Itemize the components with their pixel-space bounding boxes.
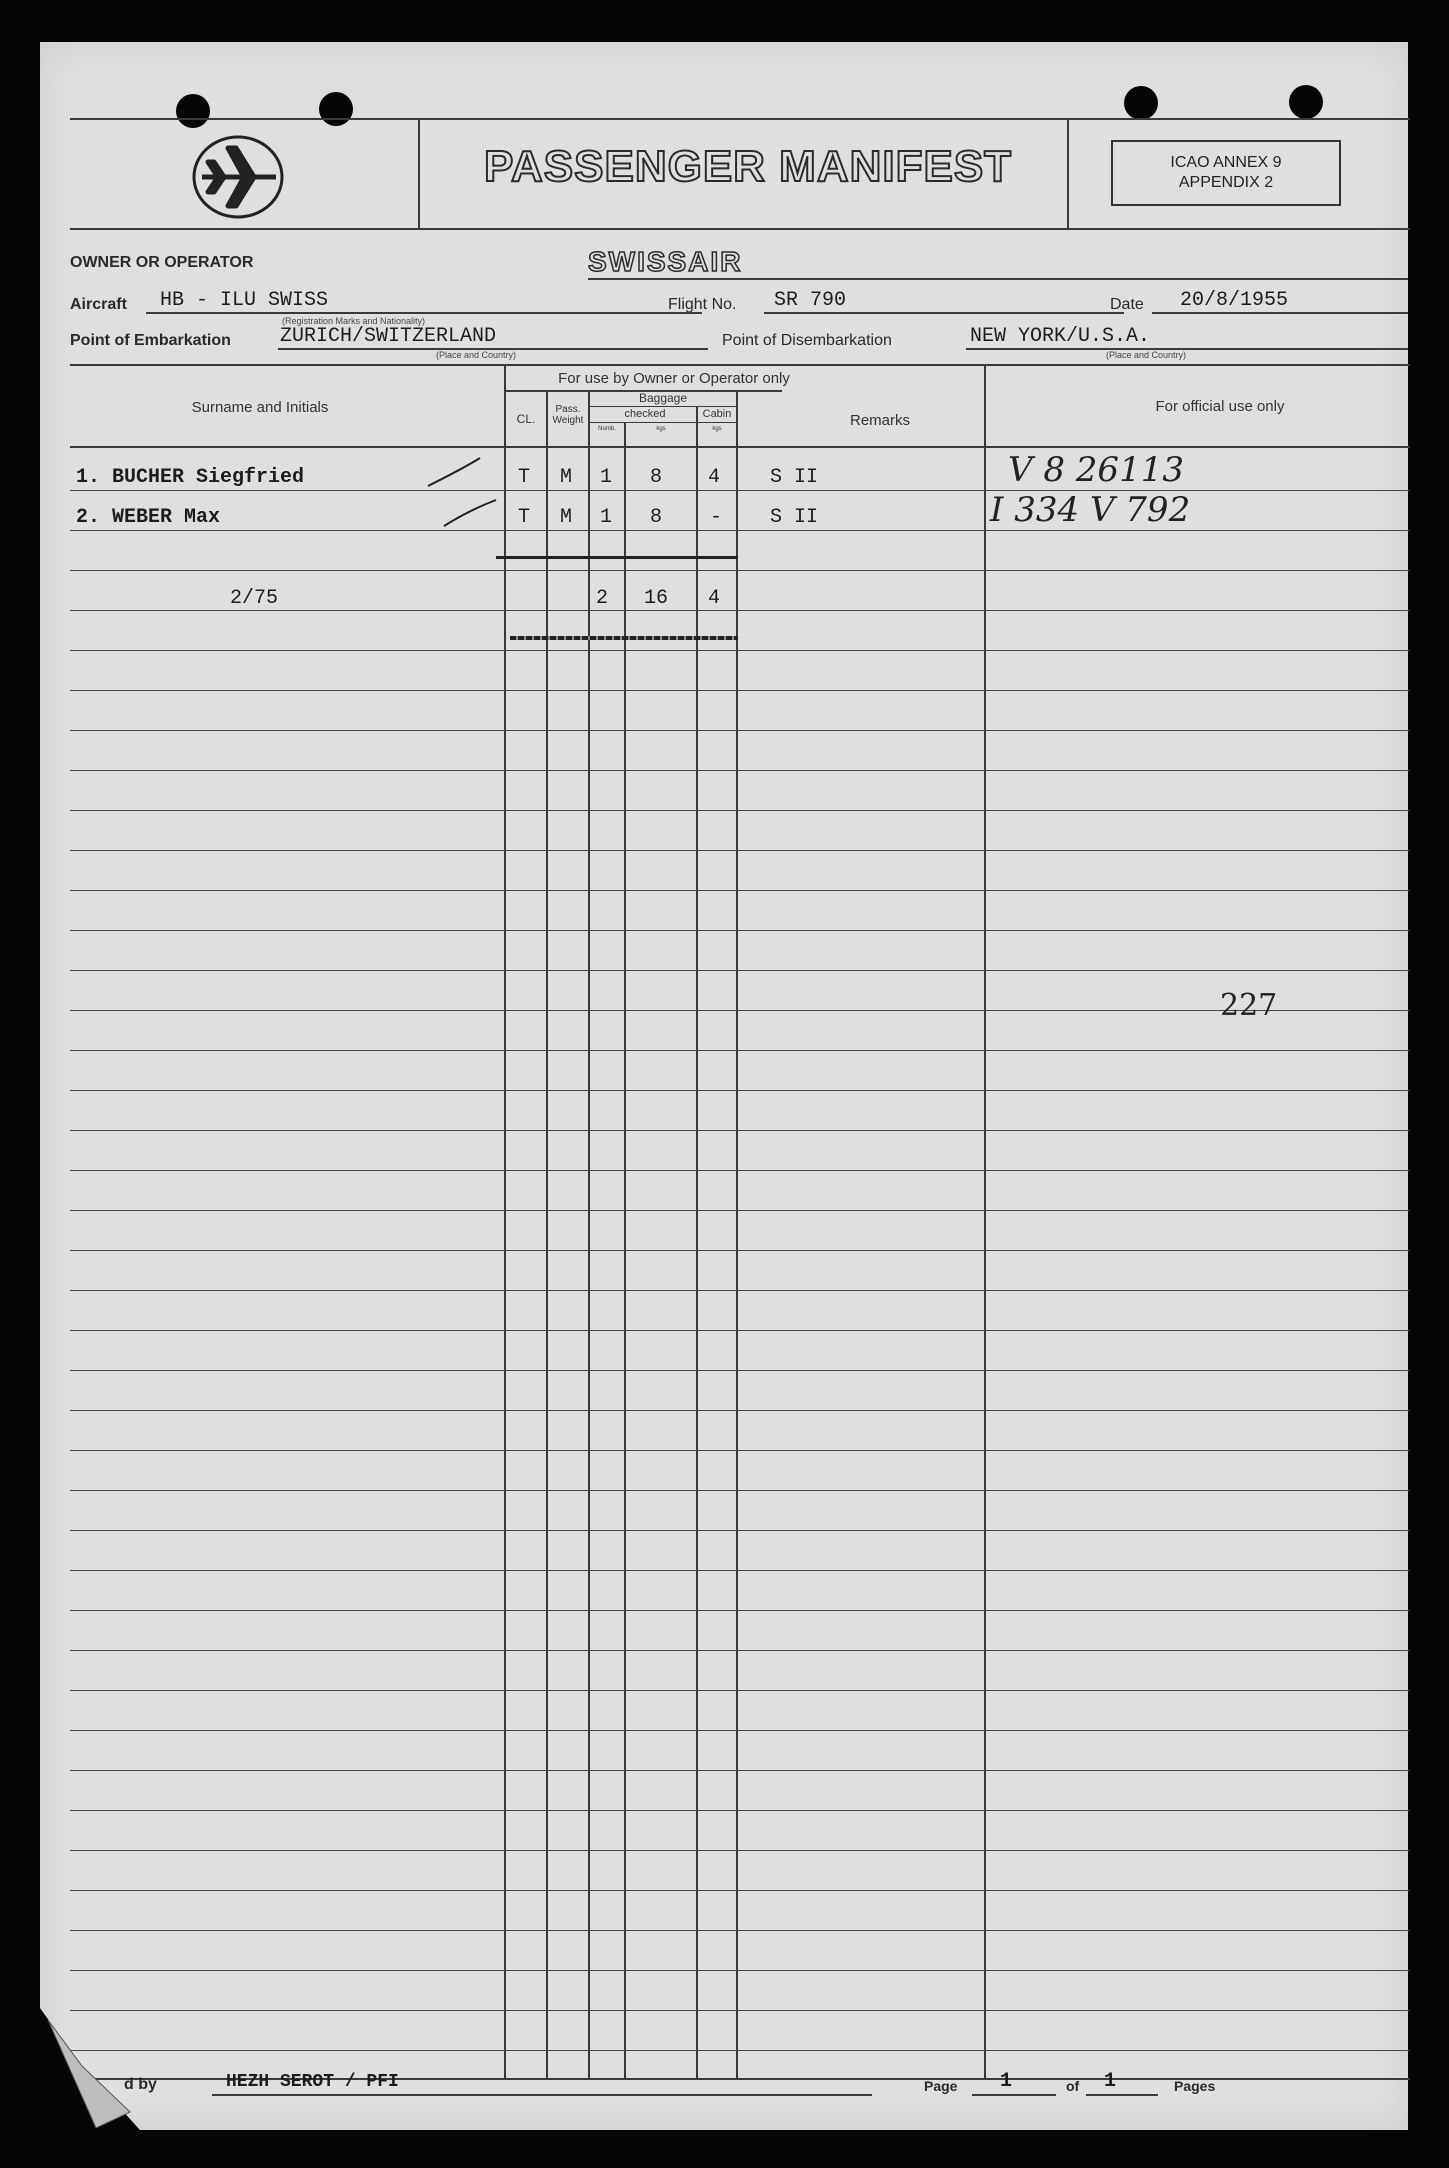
col-divider [546, 390, 548, 2078]
owner-use-header: For use by Owner or Operator only [558, 370, 790, 387]
kgs-header: kgs [656, 426, 666, 432]
ruled-line [70, 930, 1410, 931]
header-top-rule [70, 118, 1410, 120]
manifest-sheet [40, 42, 1408, 2130]
check-mark [424, 454, 484, 490]
total-kgs: 16 [644, 587, 669, 610]
ruled-line [70, 1730, 1410, 1731]
table-top-rule [70, 364, 1410, 366]
icao-appendix: APPENDIX 2 [1178, 174, 1274, 191]
owner-label: OWNER OR OPERATOR [70, 254, 254, 271]
passenger-1-remarks: S II [770, 466, 819, 489]
table-header-rule [70, 446, 1410, 448]
passenger-2-name: 2. WEBER Max [76, 506, 221, 529]
ruled-line [70, 1490, 1410, 1491]
page-underline [972, 2094, 1056, 2096]
passenger-2-class: T [518, 506, 531, 529]
passenger-2-official: I 334 V 792 [990, 490, 1191, 530]
ruled-line [70, 1290, 1410, 1291]
punch-hole [319, 92, 353, 126]
pages-label: Pages [1174, 2078, 1216, 2094]
icao-annex: ICAO ANNEX 9 [1170, 154, 1282, 171]
embarkation-value: ZURICH/SWITZERLAND [280, 325, 497, 348]
ruled-line [70, 1050, 1410, 1051]
passenger-2-kgs: 8 [650, 506, 663, 529]
punch-hole [1289, 85, 1323, 119]
total-double-rule [510, 636, 738, 640]
ruled-line [70, 610, 1410, 611]
ruled-line [70, 490, 1410, 491]
ruled-line [70, 730, 1410, 731]
cl-header: CL. [516, 412, 536, 426]
ruled-line [70, 1810, 1410, 1811]
check-mark [440, 494, 500, 530]
passenger-1-cabin: 4 [708, 466, 721, 489]
ruled-line [70, 1570, 1410, 1571]
ruled-line [70, 2050, 1410, 2051]
ruled-line [70, 650, 1410, 651]
date-value: 20/8/1955 [1180, 289, 1289, 312]
signed-label: d by [124, 2076, 157, 2093]
remarks-header: Remarks [849, 412, 910, 429]
flight-underline [764, 312, 1124, 314]
baggage-header: Baggage [638, 391, 688, 405]
page-label: Page [924, 2078, 958, 2094]
passenger-1-weight: M [560, 466, 573, 489]
col-divider [736, 390, 738, 2078]
ruled-line [70, 1170, 1410, 1171]
disembarkation-value: NEW YORK/U.S.A. [970, 325, 1151, 348]
date-label: Date [1110, 296, 1144, 313]
aircraft-underline [146, 312, 702, 314]
ruled-line [70, 1410, 1410, 1411]
flight-label: Flight No. [668, 296, 737, 313]
ruled-line [70, 1690, 1410, 1691]
passenger-2-numb: 1 [600, 506, 613, 529]
ruled-line [70, 1210, 1410, 1211]
ruled-line [70, 1610, 1410, 1611]
total-cabin: 4 [708, 587, 721, 610]
subtotal-rule [496, 556, 738, 559]
owner-underline [588, 278, 1408, 280]
checked-header: checked [624, 408, 666, 420]
ruled-line [70, 530, 1410, 531]
punch-hole [1124, 86, 1158, 120]
date-underline [1152, 312, 1408, 314]
of-label: of [1066, 2078, 1080, 2094]
passenger-1-name: 1. BUCHER Siegfried [76, 466, 305, 489]
passenger-2-remarks: S II [770, 506, 819, 529]
ruled-line [70, 970, 1410, 971]
disembarkation-label: Point of Disembarkation [722, 332, 892, 349]
surname-header: Surname and Initials [191, 399, 329, 416]
col-divider [504, 364, 506, 2078]
ruled-line [70, 890, 1410, 891]
ruled-line [70, 570, 1410, 571]
airline-logo-icon [188, 132, 292, 222]
ruled-line [70, 1370, 1410, 1371]
passenger-1-official: V 8 26113 [1008, 450, 1184, 490]
of-underline [1086, 2094, 1158, 2096]
of-value: 1 [1104, 2070, 1117, 2093]
ruled-line [70, 1650, 1410, 1651]
passenger-2-cabin: - [710, 506, 723, 529]
ruled-line [70, 1530, 1410, 1531]
signed-value: HEZH SEROT / PFI [226, 2072, 399, 2092]
ruled-line [70, 1010, 1410, 1011]
ruled-line [70, 1330, 1410, 1331]
disembarkation-underline [966, 348, 1408, 350]
col-divider [984, 364, 986, 2078]
ruled-line [70, 1090, 1410, 1091]
embarkation-sub: (Place and Country) [436, 350, 517, 360]
signed-underline [212, 2094, 872, 2096]
ruled-line [70, 1130, 1410, 1131]
ruled-line [70, 810, 1410, 811]
passenger-1-numb: 1 [600, 466, 613, 489]
col-divider [696, 406, 698, 2078]
curled-corner [40, 2008, 140, 2130]
header-divider [418, 118, 420, 230]
icao-box [1111, 140, 1341, 206]
total-label: 2/75 [230, 587, 279, 610]
ruled-line [70, 1450, 1410, 1451]
page-title: PASSENGER MANIFEST [483, 142, 1013, 191]
flight-value: SR 790 [774, 289, 847, 312]
ruled-line [70, 1970, 1410, 1971]
ruled-line [70, 690, 1410, 691]
passenger-1-kgs: 8 [650, 466, 663, 489]
total-numb: 2 [596, 587, 609, 610]
numb-header: Numb. [598, 426, 616, 432]
punch-hole [176, 94, 210, 128]
embarkation-label: Point of Embarkation [70, 332, 231, 349]
ruled-line [70, 1770, 1410, 1771]
header-bottom-rule [70, 228, 1410, 230]
ruled-line [70, 1930, 1410, 1931]
weight-header: Pass. Weight [552, 404, 584, 426]
aircraft-value: HB - ILU SWISS [160, 289, 329, 312]
ruled-line [70, 770, 1410, 771]
margin-number: 227 [1220, 988, 1278, 1023]
passenger-2-weight: M [560, 506, 573, 529]
cabin-header: Cabin [702, 408, 732, 420]
ruled-line [70, 1890, 1410, 1891]
aircraft-sub: (Registration Marks and Nationality) [282, 316, 426, 326]
page-value: 1 [1000, 2070, 1013, 2093]
ruled-line [70, 1850, 1410, 1851]
baggage-rule [590, 406, 736, 407]
official-header: For official use only [1155, 398, 1285, 415]
disembarkation-sub: (Place and Country) [1106, 350, 1187, 360]
header-divider [1067, 118, 1069, 230]
owner-value: SWISSAIR [588, 246, 743, 277]
ruled-line [70, 850, 1410, 851]
cabin-kgs-header: kgs [712, 426, 722, 432]
ruled-line [70, 2010, 1410, 2011]
checked-rule [590, 422, 736, 423]
passenger-1-class: T [518, 466, 531, 489]
aircraft-label: Aircraft [70, 296, 127, 313]
col-divider [588, 390, 590, 2078]
ruled-line [70, 1250, 1410, 1251]
